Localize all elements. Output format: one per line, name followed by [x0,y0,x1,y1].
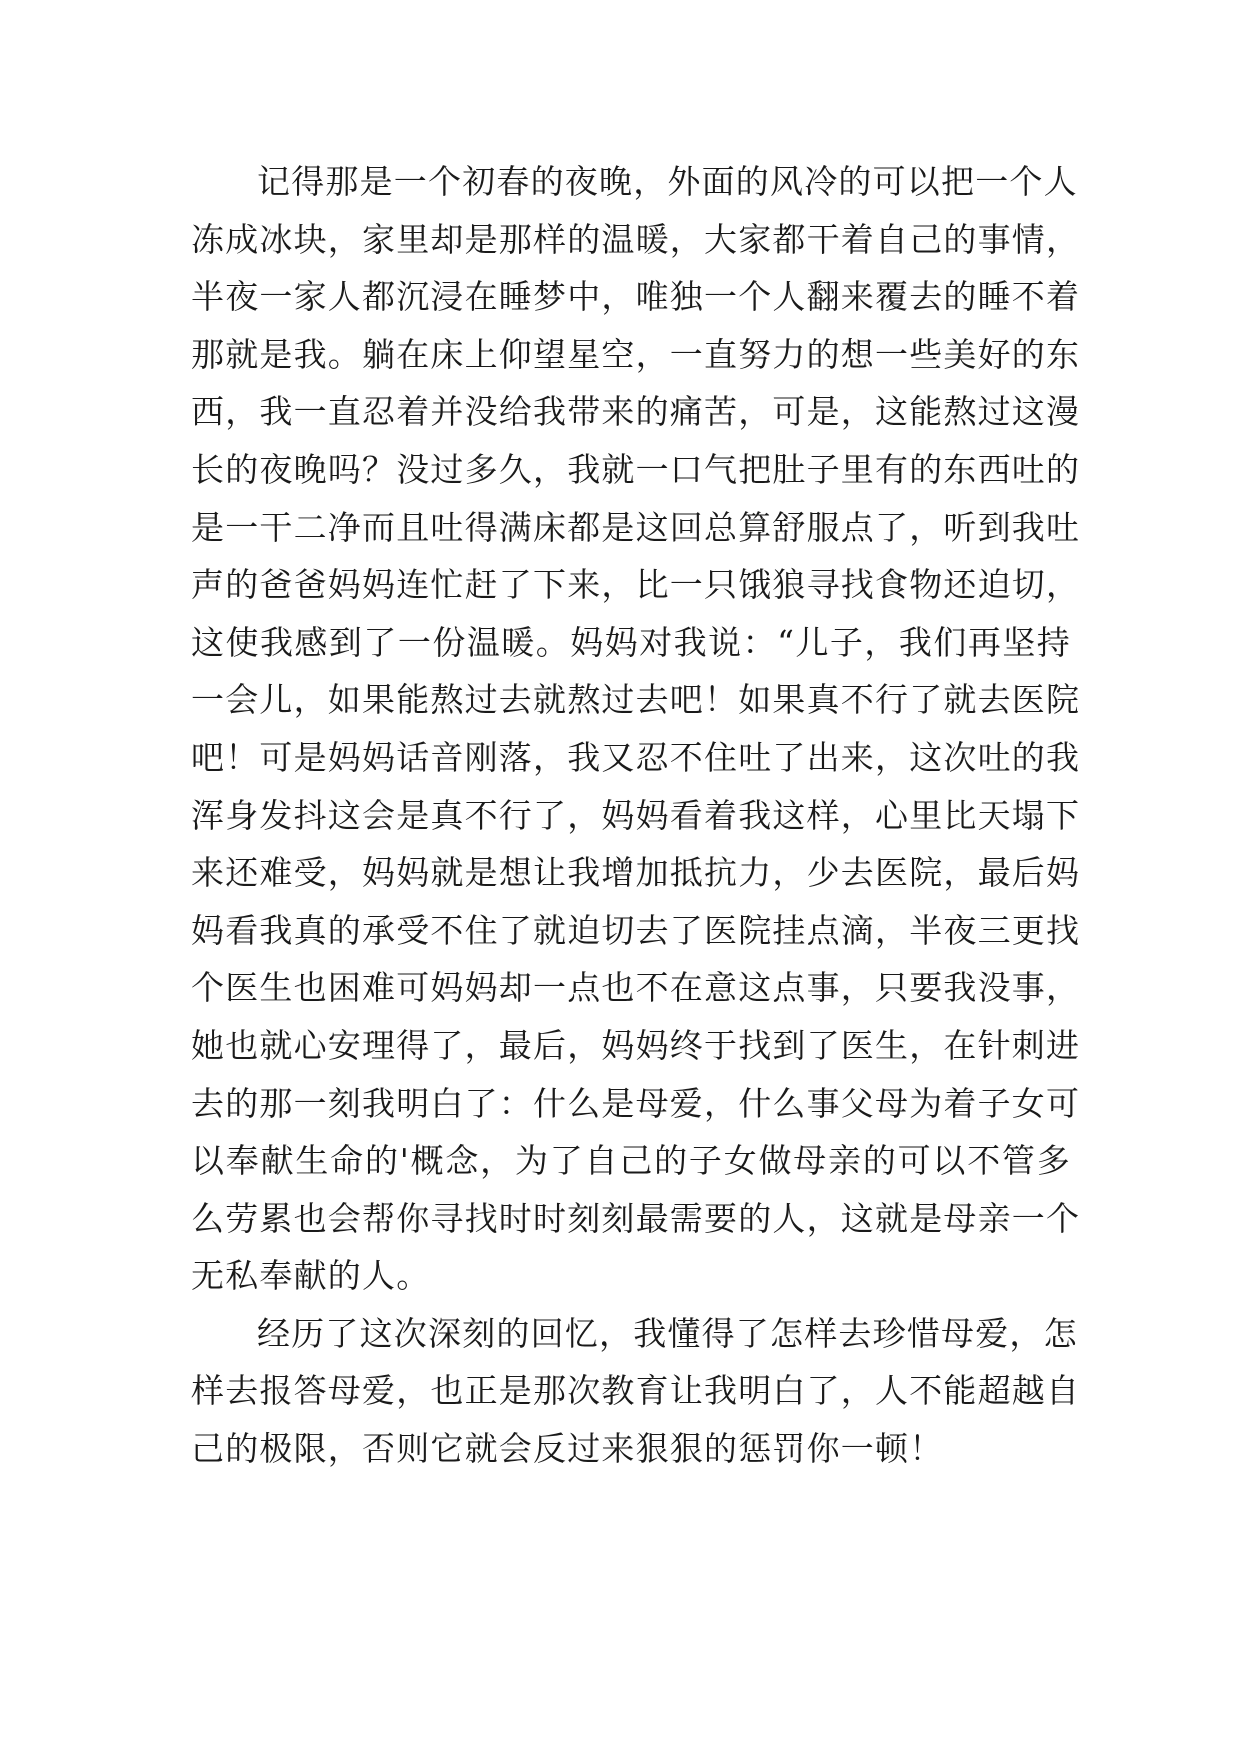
paragraph-2-line-2: 样去报答母爱，也正是那次教育让我明白了，人不能超越自 [191,1371,1081,1411]
paragraph-1-line-10: 一会儿，如果能熬过去就熬过去吧！如果真不行了就去医院 [191,680,1081,720]
paragraph-1-line-6: 长的夜晚吗？没过多久，我就一口气把肚子里有的东西吐的 [191,449,1081,489]
paragraph-1-line-3: 半夜一家人都沉浸在睡梦中，唯独一个人翻来覆去的睡不着 [191,277,1081,317]
paragraph-1-line-11: 吧！可是妈妈话音刚落，我又忍不住吐了出来，这次吐的我 [191,737,1081,777]
paragraph-1-line-4: 那就是我。躺在床上仰望星空，一直努力的想一些美好的东 [191,334,1081,374]
document-body [191,153,1081,1478]
paragraph-1-line-9: 这使我感到了一份温暖。妈妈对我说：“儿子，我们再坚持 [191,622,1071,662]
paragraph-1-line-16: 她也就心安理得了，最后，妈妈终于找到了医生，在针刺进 [191,1025,1081,1065]
paragraph-2-line-3: 己的极限，否则它就会反过来狠狠的惩罚你一顿！ [191,1429,944,1469]
paragraph-1-line-2: 冻成冰块，家里却是那样的温暖，大家都干着自己的事情， [191,219,1081,259]
paragraph-1-line-5: 西，我一直忍着并没给我带来的痛苦，可是，这能熬过这漫 [191,392,1081,432]
paragraph-1-line-15: 个医生也困难可妈妈却一点也不在意这点事，只要我没事， [191,968,1081,1008]
paragraph-1-line-13: 来还难受，妈妈就是想让我增加抵抗力，少去医院，最后妈 [191,853,1081,893]
paragraph-1-line-7: 是一干二净而且吐得满床都是这回总算舒服点了，听到我吐 [191,507,1081,547]
paragraph-1-line-14: 妈看我真的承受不住了就迫切去了医院挂点滴，半夜三更找 [191,910,1081,950]
paragraph-1-line-19: 么劳累也会帮你寻找时时刻刻最需要的人，这就是母亲一个 [191,1198,1081,1238]
paragraph-1-line-8: 声的爸爸妈妈连忙赶了下来，比一只饿狼寻找食物还迫切， [191,565,1081,605]
paragraph-1-line-17: 去的那一刻我明白了：什么是母爱，什么事父母为着子女可 [191,1083,1081,1123]
paragraph-1-line-20: 无私奉献的人。 [191,1256,431,1296]
paragraph-1-line-18: 以奉献生命的'概念，为了自己的子女做母亲的可以不管多 [191,1141,1071,1181]
paragraph-1-line-12: 浑身发抖这会是真不行了，妈妈看着我这样，心里比天塌下 [191,795,1081,835]
paragraph-2-line-1: 经历了这次深刻的回忆，我懂得了怎样去珍惜母爱，怎 [257,1313,1078,1353]
paragraph-1-line-1: 记得那是一个初春的夜晚，外面的风冷的可以把一个人 [257,162,1078,201]
